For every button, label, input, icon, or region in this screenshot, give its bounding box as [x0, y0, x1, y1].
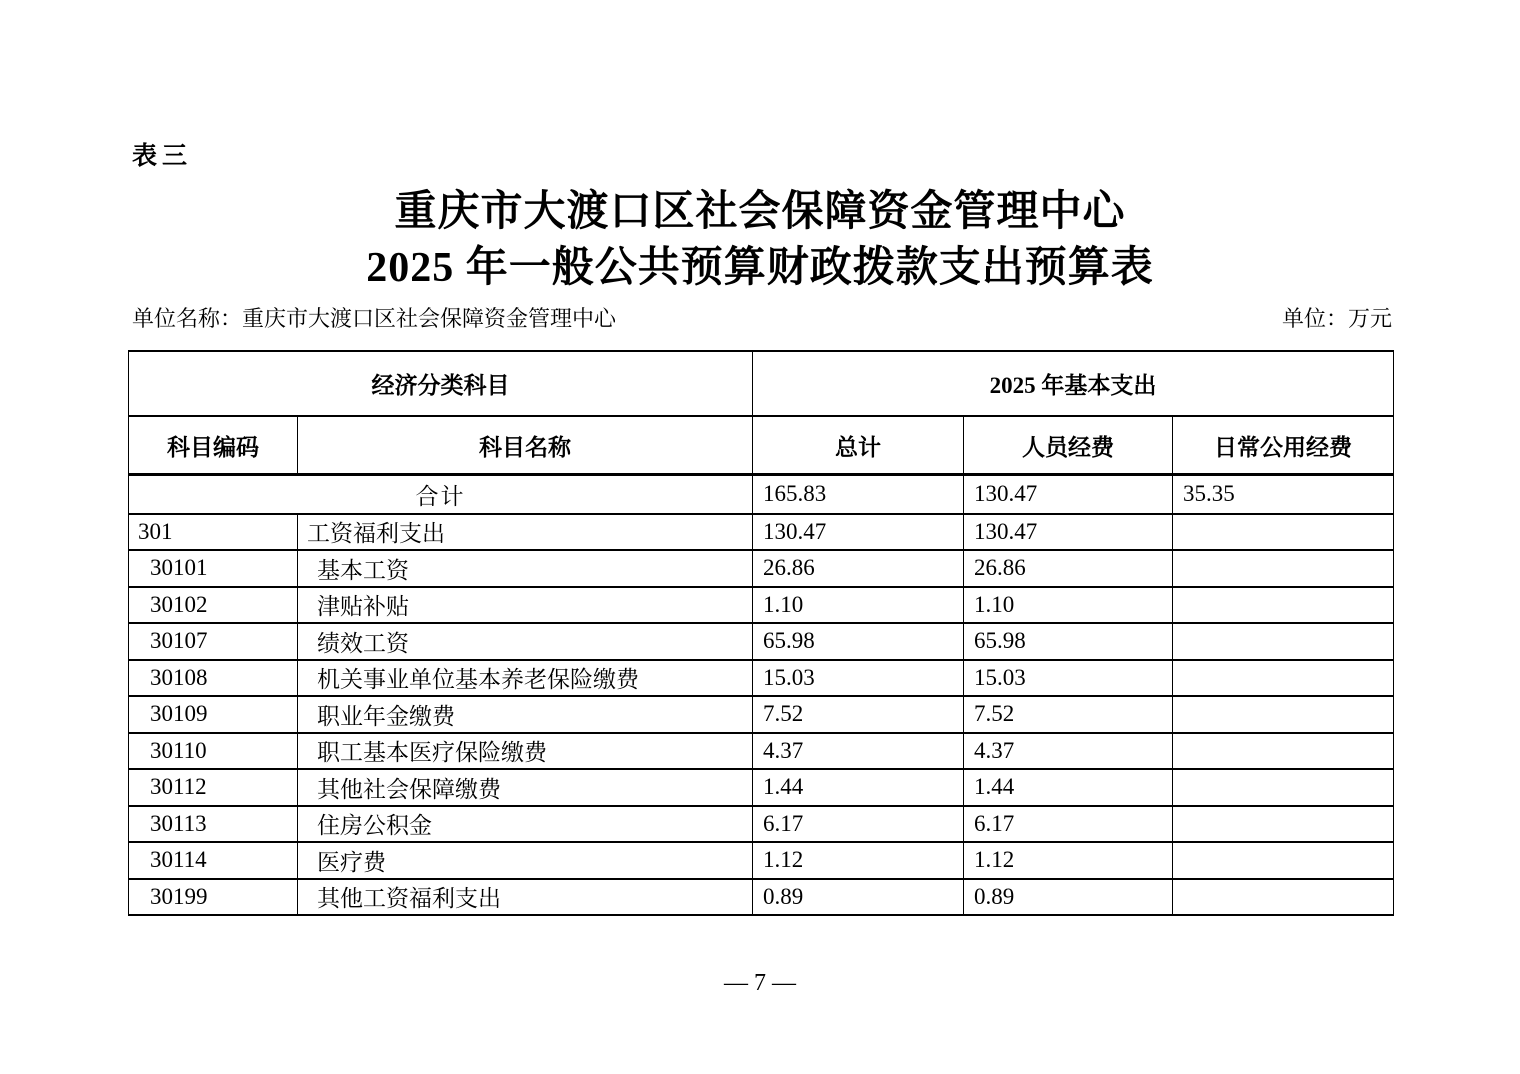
table-row: [129, 587, 1394, 624]
cell-daily-public-funds: [1173, 696, 1394, 733]
cell-daily-public-funds: [1173, 769, 1394, 806]
table-row: [129, 550, 1394, 587]
cell-subject-name: 其他工资福利支出: [298, 879, 753, 916]
cell-subject-name: 住房公积金: [298, 806, 753, 843]
cell-total: 165.83: [753, 475, 964, 514]
col-header-daily-public-funds: 日常公用经费: [1173, 416, 1394, 475]
cell-personnel-funds: 7.52: [964, 696, 1173, 733]
cell-subject-name: 合计: [129, 475, 753, 514]
cell-subject-name: 其他社会保障缴费: [298, 769, 753, 806]
budget-table: [128, 350, 1394, 916]
table-number-label: 表三: [132, 141, 193, 170]
cell-personnel-funds: 26.86: [964, 550, 1173, 587]
table-row: [129, 696, 1394, 733]
cell-daily-public-funds: [1173, 514, 1394, 551]
header-2025-basic-expenditure: 2025 年基本支出: [753, 351, 1394, 416]
cell-daily-public-funds: [1173, 806, 1394, 843]
cell-total: 65.98: [753, 623, 964, 660]
cell-subject-code: 30113: [129, 806, 298, 843]
cell-subject-name: 职工基本医疗保险缴费: [298, 733, 753, 770]
cell-total: 1.44: [753, 769, 964, 806]
table-row: [129, 769, 1394, 806]
cell-personnel-funds: 4.37: [964, 733, 1173, 770]
cell-personnel-funds: 0.89: [964, 879, 1173, 916]
cell-total: 1.10: [753, 587, 964, 624]
cell-daily-public-funds: [1173, 587, 1394, 624]
table-row: [129, 879, 1394, 916]
unit-of-measure-label: 单位：万元: [1281, 306, 1392, 331]
cell-subject-code: 30110: [129, 733, 298, 770]
table-row: [129, 623, 1394, 660]
cell-subject-code: 30199: [129, 879, 298, 916]
col-header-subject-code: 科目编码: [129, 416, 298, 475]
cell-subject-name: 医疗费: [298, 842, 753, 879]
cell-subject-code: 30101: [129, 550, 298, 587]
document-title-line2: 2025 年一般公共预算财政拨款支出预算表: [366, 245, 1154, 291]
cell-subject-code: 30109: [129, 696, 298, 733]
table-header-columns-row: [129, 416, 1394, 475]
cell-total: 6.17: [753, 806, 964, 843]
cell-personnel-funds: 130.47: [964, 514, 1173, 551]
cell-personnel-funds: 1.10: [964, 587, 1173, 624]
cell-daily-public-funds: [1173, 623, 1394, 660]
table-row: [129, 806, 1394, 843]
col-header-subject-name: 科目名称: [298, 416, 753, 475]
col-header-personnel-funds: 人员经费: [964, 416, 1173, 475]
cell-daily-public-funds: [1173, 733, 1394, 770]
table-row: [129, 733, 1394, 770]
cell-subject-code: 30112: [129, 769, 298, 806]
table-row: [129, 514, 1394, 551]
cell-personnel-funds: 1.44: [964, 769, 1173, 806]
cell-subject-name: 工资福利支出: [298, 514, 753, 551]
cell-daily-public-funds: 35.35: [1173, 475, 1394, 514]
cell-daily-public-funds: [1173, 550, 1394, 587]
cell-daily-public-funds: [1173, 879, 1394, 916]
cell-personnel-funds: 15.03: [964, 660, 1173, 697]
cell-personnel-funds: 130.47: [964, 475, 1173, 514]
meta-row: [132, 304, 1392, 334]
cell-daily-public-funds: [1173, 842, 1394, 879]
header-economic-classification: 经济分类科目: [129, 351, 753, 416]
cell-personnel-funds: 65.98: [964, 623, 1173, 660]
cell-subject-code: 30107: [129, 623, 298, 660]
cell-total: 26.86: [753, 550, 964, 587]
budget-table-body: [129, 475, 1394, 916]
table-row: [129, 660, 1394, 697]
cell-personnel-funds: 1.12: [964, 842, 1173, 879]
table-row: [129, 475, 1394, 514]
cell-total: 1.12: [753, 842, 964, 879]
cell-subject-name: 绩效工资: [298, 623, 753, 660]
cell-total: 15.03: [753, 660, 964, 697]
cell-daily-public-funds: [1173, 660, 1394, 697]
cell-subject-name: 津贴补贴: [298, 587, 753, 624]
cell-subject-name: 职业年金缴费: [298, 696, 753, 733]
table-header-group-row: [129, 351, 1394, 416]
cell-total: 4.37: [753, 733, 964, 770]
cell-total: 0.89: [753, 879, 964, 916]
cell-subject-code: 301: [129, 514, 298, 551]
cell-personnel-funds: 6.17: [964, 806, 1173, 843]
cell-subject-name: 机关事业单位基本养老保险缴费: [298, 660, 753, 697]
cell-total: 7.52: [753, 696, 964, 733]
cell-subject-code: 30102: [129, 587, 298, 624]
document-title-line1: 重庆市大渡口区社会保障资金管理中心: [394, 189, 1126, 235]
page-number: — 7 —: [724, 970, 796, 996]
col-header-total: 总计: [753, 416, 964, 475]
cell-total: 130.47: [753, 514, 964, 551]
table-row: [129, 842, 1394, 879]
cell-subject-name: 基本工资: [298, 550, 753, 587]
unit-name-label: 单位名称：重庆市大渡口区社会保障资金管理中心: [132, 306, 617, 331]
cell-subject-code: 30114: [129, 842, 298, 879]
cell-subject-code: 30108: [129, 660, 298, 697]
